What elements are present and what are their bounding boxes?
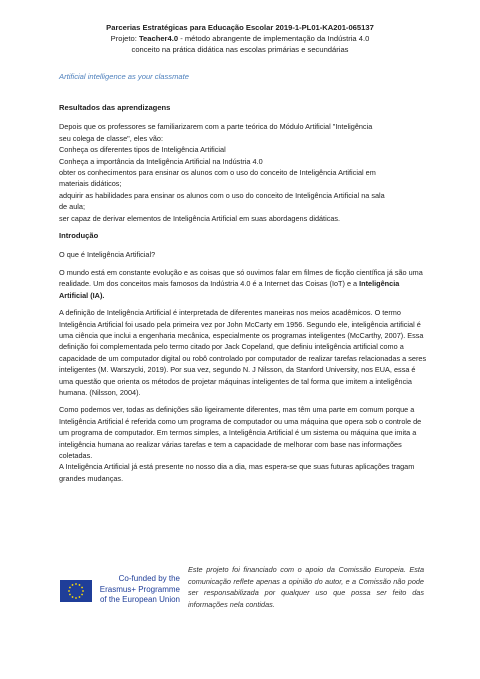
eu-disclaimer: Este projeto foi financiado com o apoio da Comissão Europeia. Esta comunicação reflete apenas a opinião do autor, e a Comissão não pode ser responsabilizada por qualquer uso que possa ser feito das informações nela contidas.: [188, 565, 424, 609]
eu-star-icon: [81, 594, 83, 596]
eu-star-icon: [75, 583, 77, 585]
results-line: obter os conhecimentos para ensinar os alunos com o uso do conceito de Inteligência Artificial em: [59, 168, 376, 178]
eu-line-1: Co-funded by the: [118, 574, 180, 583]
eu-star-icon: [82, 590, 84, 592]
intro-paragraph-1: [59, 267, 427, 301]
eu-star-icon: [81, 587, 83, 589]
project-line: [0, 33, 480, 44]
project-line-2: conceito na prática didática nas escolas primárias e secundárias: [131, 45, 349, 54]
eu-star-icon: [68, 590, 70, 592]
eu-line-3: of the European Union: [99, 595, 180, 604]
results-list: [59, 121, 427, 224]
intro-paragraph-4: A Inteligência Artificial já está presente no nosso dia a dia, mas espera-se que suas futuras aplicações tragam grandes mudanças.: [59, 462, 415, 483]
eu-flag-icon: [60, 580, 92, 602]
intro-heading: Introdução: [59, 231, 99, 241]
partnership-line: Parcerias Estratégicas para Educação Escolar 2019-1-PL01-KA201-065137: [106, 23, 374, 32]
eu-star-icon: [72, 596, 74, 598]
results-line: seu colega de classe", eles vão:: [59, 133, 163, 143]
eu-star-icon: [72, 584, 74, 586]
intro-question: O que é Inteligência Artificial?: [59, 250, 156, 260]
eu-star-icon: [69, 587, 71, 589]
project-name: Teacher4.0: [138, 34, 179, 43]
eu-star-icon: [79, 584, 81, 586]
results-line: adquirir as habilidades para ensinar os alunos com o uso do conceito de Inteligência Artificial na sala: [59, 190, 385, 200]
eu-cofunded-text: [96, 574, 180, 606]
eu-line-2: Erasmus+ Programme: [99, 584, 180, 594]
module-subtitle: Artificial intelligence as your classmate: [59, 72, 189, 81]
results-heading: Resultados das aprendizagens: [59, 103, 171, 112]
intro-paragraph-1-bold: Inteligência Artificial (IA).: [59, 279, 400, 300]
results-line: Conheça a importância da Inteligência Artificial na Indústria 4.0: [59, 156, 263, 166]
results-line: Conheça os diferentes tipos de Inteligência Artificial: [59, 145, 226, 155]
results-line: ser capaz de derivar elementos de Inteligência Artificial em suas abordagens didáticas.: [59, 213, 341, 223]
eu-star-icon: [79, 596, 81, 598]
project-description: - método abrangente de implementação da Indústria 4.0: [178, 34, 370, 43]
intro-paragraph-2: A definição de Inteligência Artificial é interpretada de diferentes maneiras nos meios acadêmicos. O termo Inteligência Artificial foi usado pela primeira vez por John McCarty em 1956. Segundo ele, inteligência artificial é uma ciência que inclui a engenharia mecânica, especialmente os programas inteligentes (McCarthy, 2007). Essa definição foi complementada pelo termo citado por Jack Copeland, que definiu inteligência artificial como a capacidade de um computador digital ou robô controlado por computador de realizar tarefas relacionadas a seres inteligentes (M. Warszycki, 2019). Por sua vez, segundo N. J Nilsson, da Stanford University, nos EUA, essa é uma questão que orienta os métodos de projetar máquinas inteligentes de tal forma que imitem a inteligência humana. (Nilsson, 2004).: [59, 308, 427, 397]
results-line: Depois que os professores se familiarizarem com a parte teórica do Módulo Artificial "Inteligência: [59, 122, 373, 132]
intro-paragraph-1-text: O mundo está em constante evolução e as coisas que só ouvimos falar em filmes de ficção científica já são uma realidade. Um dos conceitos mais famosos da Indústria 4.0 é a Internet das Coisas (IoT) e a: [59, 267, 423, 289]
project-prefix: Projeto:: [110, 34, 139, 43]
eu-star-icon: [69, 594, 71, 596]
results-line: de aula;: [59, 202, 85, 212]
intro-paragraph-3: Como podemos ver, todas as definições são ligeiramente diferentes, mas têm uma parte em comum porque a Inteligência Artificial é referida como um programa de computador ou uma máquina que opera sob o controle de um programa de computador. Em termos simples, a Inteligência Artificial é um sistema ou máquina que imita a inteligência humana ao realizar várias tarefas e tem a capacidade de melhorar com base nas informações coletadas.: [59, 405, 422, 460]
page-header: [0, 22, 480, 55]
results-line: materiais didáticos;: [59, 179, 122, 189]
eu-star-icon: [75, 597, 77, 599]
document-body: [59, 102, 427, 490]
